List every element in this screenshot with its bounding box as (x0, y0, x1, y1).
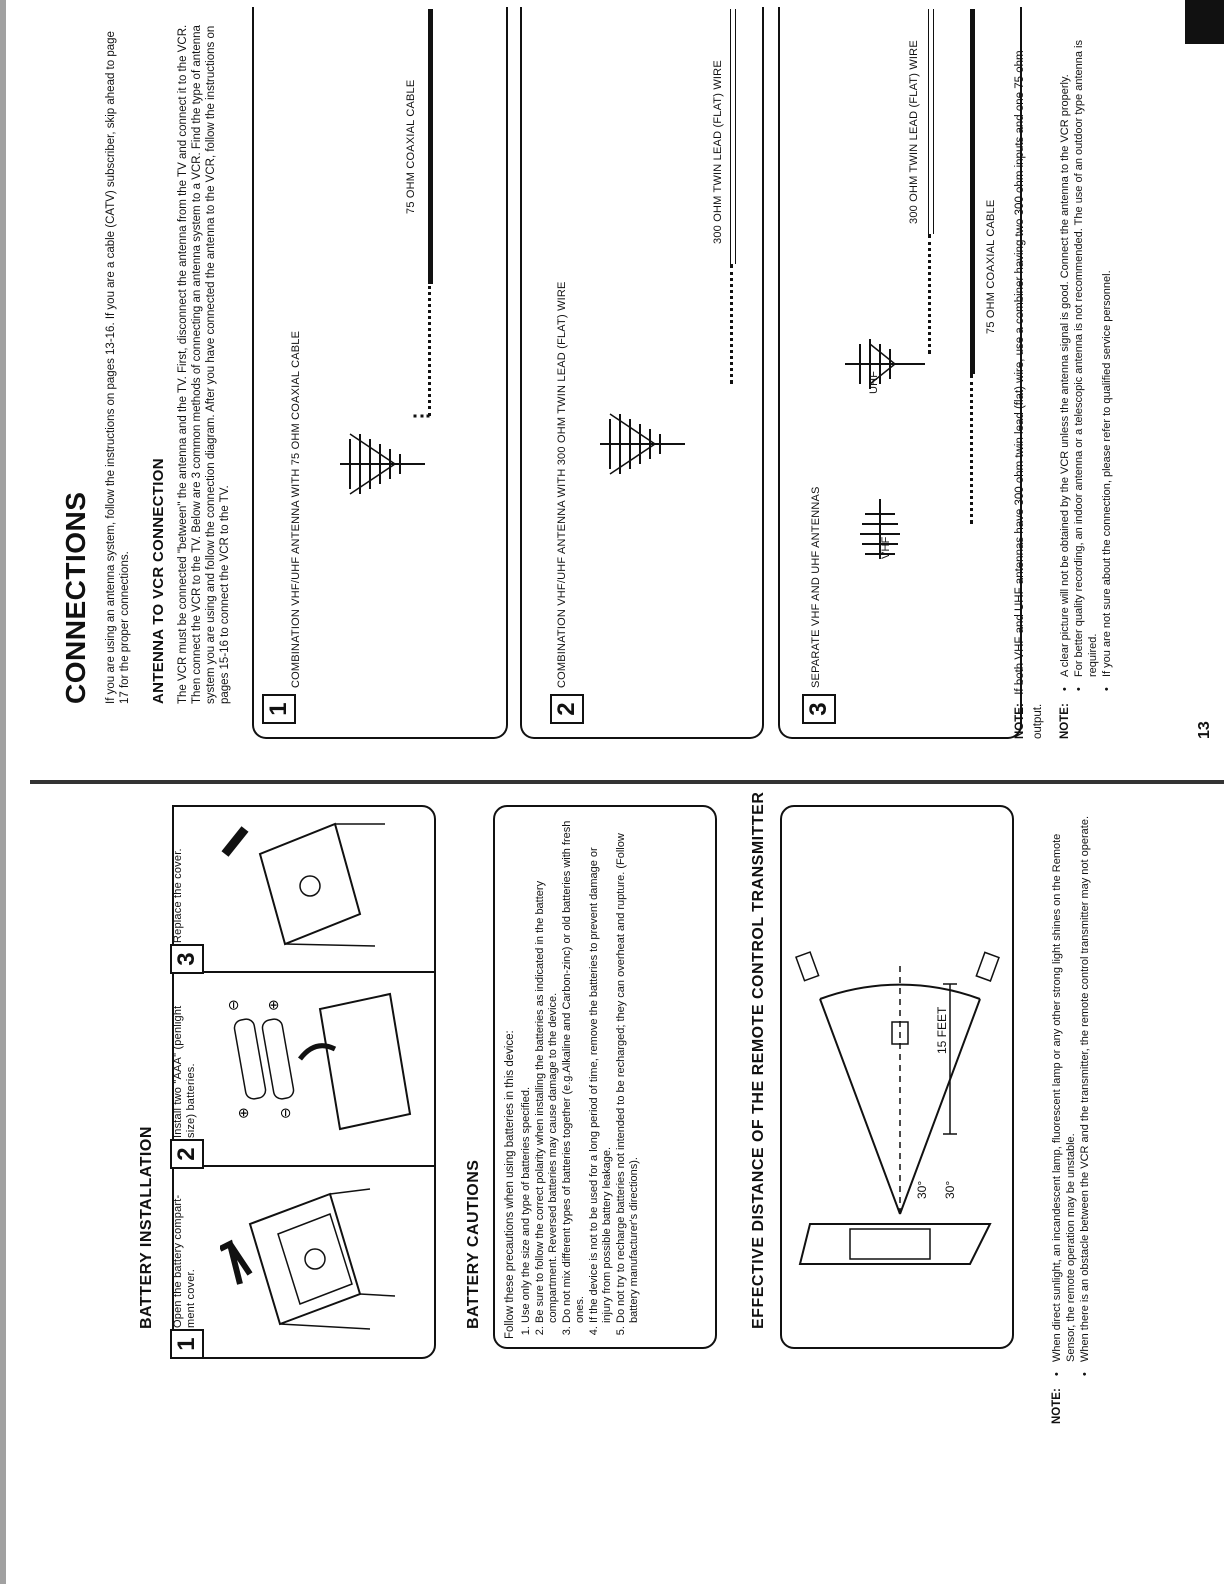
step-3-number: 3 (170, 944, 204, 974)
left-note-item: • When direct sunlight, an incandescent lamp, fluorescent lamp or any other strong light shines on the Remote Sensor, the remote operation may be unstable. (1050, 794, 1078, 1376)
step-1-number: 1 (170, 1329, 204, 1359)
step-3-text: Replace the cover. (172, 848, 184, 943)
step-divider-2 (174, 971, 434, 973)
right-note-item: • For better quality recording, an indoor antenna or a telescopic antenna is not recommended. The use of an outdoor type antenna is required. (1072, 19, 1100, 691)
diagram-1-dots-h (428, 286, 431, 416)
replace-cover-illustration (215, 809, 420, 964)
uhf-label: UHF (868, 370, 880, 394)
diagram-3-number: 3 (802, 694, 836, 724)
caution-item: 3. Do not mix different types of batteries together (e.g.Alkaline and Carbon-zinc) or old batteries with fresh ones. (561, 819, 588, 1323)
right-note-item: • If you are not sure about the connection, please refer to qualified service personnel. (1100, 19, 1114, 691)
install-batteries-illustration (210, 974, 420, 1159)
step-1-text: Open the battery compart-ment cover. (172, 1194, 197, 1328)
remote-range-diagram (790, 854, 1000, 1284)
angle-right-label: 30° (915, 1180, 929, 1199)
diagram-3-title: SEPARATE VHF AND UHF ANTENNAS (810, 486, 822, 688)
diagram-3-coax-cable (970, 9, 975, 374)
step-divider-3 (174, 1165, 434, 1167)
diagram-2-title: COMBINATION VHF/UHF ANTENNA WITH 300 OHM TWIN LEAD (FLAT) WIRE (556, 281, 568, 688)
scan-edge (0, 0, 6, 1584)
diagram-3-flat-wire (928, 9, 934, 234)
battery-installation-title: BATTERY INSTALLATION (138, 1126, 155, 1329)
left-note-item: • When there is an obstacle between the VCR and the transmitter, the remote control transmitter may not operate. (1078, 794, 1092, 1376)
corner-tab (1185, 0, 1224, 44)
antenna-text: The VCR must be connected "between" the antenna and the TV. First, disconnect the antenna from the TV and connect it to the VCR. Then connect the VCR to the TV. Below are 3 common methods of connecting an antenna system to a VCR. Find the type of antenna system you are using and follow the connection diagram. After you have connected the antenna to the VCR, follow the instructions on pages 15-16 to connect the VCR to the TV. (177, 24, 231, 704)
battery-cautions-title: BATTERY CAUTIONS (465, 1159, 482, 1329)
remote-range-title: EFFECTIVE DISTANCE OF THE REMOTE CONTROL TRANSMITTER (750, 791, 767, 1329)
antenna-2-icon (590, 404, 690, 484)
caution-item: 4. If the device is not to be used for a long period of time, remove the batteries to prevent damage or injury from possible battery leakage. (588, 819, 615, 1323)
range-distance-label: 15 FEET (935, 1006, 949, 1054)
right-note-1 (1010, 19, 1046, 739)
right-note-2-label: NOTE: (1059, 703, 1071, 739)
diagram-1-coax-cable (428, 9, 433, 284)
svg-text:⊕: ⊕ (265, 999, 281, 1011)
left-note (1050, 794, 1092, 1424)
step-2-text: Install two "AAA" (penlight size) batteries. (172, 1005, 197, 1138)
caution-item: 1. Use only the size and type of batteries specified. (520, 819, 534, 1323)
diagram-3-dots-flat (928, 234, 931, 354)
page-number: 13 (1196, 721, 1213, 739)
step-divider-1 (174, 1355, 434, 1357)
diagram-1-number: 1 (262, 694, 296, 724)
battery-cautions-list (520, 819, 642, 1339)
right-note-2 (1058, 19, 1114, 739)
svg-text:⊕: ⊕ (235, 1107, 251, 1119)
svg-text:⊖: ⊖ (225, 999, 241, 1011)
step-2-number: 2 (170, 1139, 204, 1169)
battery-cautions-body (503, 819, 642, 1339)
open-cover-illustration (220, 1174, 420, 1344)
right-note-2-list (1058, 19, 1114, 691)
diagram-2-cable-label: 300 OHM TWIN LEAD (FLAT) WIRE (712, 60, 724, 244)
diagram-2-number: 2 (550, 694, 584, 724)
diagram-3-coax-label: 75 OHM COAXIAL CABLE (985, 199, 997, 334)
left-note-label: NOTE: (1051, 1388, 1063, 1424)
right-note-1-label: NOTE: (1014, 703, 1026, 739)
diagram-3-flat-label: 300 OHM TWIN LEAD (FLAT) WIRE (908, 40, 920, 224)
antenna-1-icon (330, 424, 430, 504)
diagram-1-cable-label: 75 OHM COAXIAL CABLE (405, 79, 417, 214)
diagram-2-dots-h (730, 264, 733, 384)
battery-cautions-intro: Follow these precautions when using batteries in this device: (504, 1030, 516, 1339)
angle-left-label: 30° (943, 1180, 957, 1199)
right-note-1-text: If both VHF and UHF antennas have 300 ohm twin lead (flat) wire, use a combiner having two 300 ohm inputs and one 75 ohm output. (1014, 50, 1044, 739)
svg-text:⊖: ⊖ (277, 1107, 293, 1119)
caution-item: 5. Do not try to recharge batteries not intended to be recharged; they can overheat and rupture. (Follow battery manufacturer's directions). (615, 819, 642, 1323)
connections-title: CONNECTIONS (60, 491, 91, 704)
vhf-label: VHF (880, 536, 892, 559)
left-note-list (1050, 794, 1092, 1376)
antenna-title: ANTENNA TO VCR CONNECTION (150, 458, 167, 704)
caution-item: 2. Be sure to follow the correct polarity when installing the batteries as indicated in the battery compartment. Reversed batteries may cause damage to the device. (534, 819, 561, 1323)
connections-intro: If you are using an antenna system, follow the instructions on pages 13-16. If you are a cable (CATV) subscriber, skip ahead to page 17 for the proper connections. (105, 31, 131, 704)
diagram-1-title: COMBINATION VHF/UHF ANTENNA WITH 75 OHM COAXIAL CABLE (290, 330, 302, 688)
page-binding (30, 780, 1224, 784)
diagram-2-flat-wire (730, 9, 736, 264)
uhf-antenna-icon (840, 324, 930, 404)
right-note-item: • A clear picture will not be obtained by the VCR unless the antenna signal is good. Connect the antenna to the VCR properly. (1058, 19, 1072, 691)
diagram-3-dots-coax (970, 374, 973, 524)
